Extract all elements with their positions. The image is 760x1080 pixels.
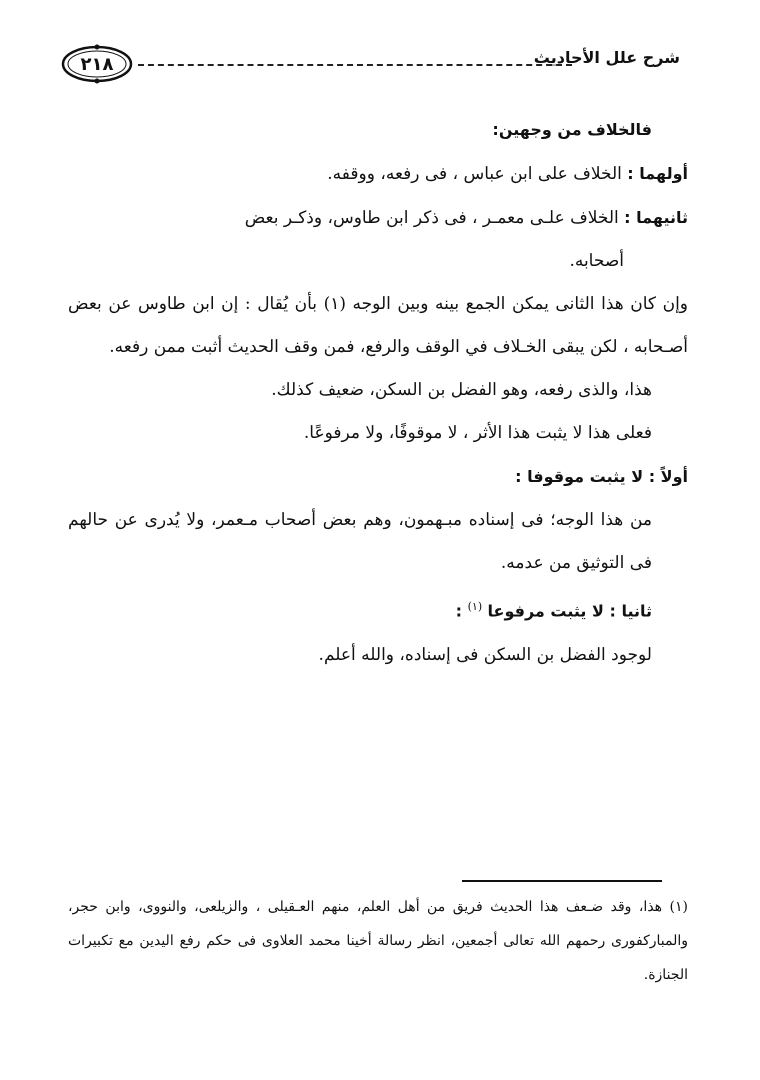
- intro-heading: فالخلاف من وجهين:: [492, 120, 652, 139]
- second-point-heading: ثانيا : لا يثبت مرفوعا $^{(١)}$ :: [455, 600, 652, 621]
- second-aspect: [68, 196, 688, 240]
- paragraph-2: هذا، والذى رفعه، وهو الفضل بن السكن، ضعيف كذلك.: [271, 380, 652, 400]
- paragraph-1: وإن كان هذا الثانى يمكن الجمع بينه وبين الوجه (١) بأن يُقال : إن ابن طاوس عن بعض أصـحابه ، لكن يبقى الخـلاف في الوقف والرفع، فمن وقف الحديث أثبت ممن رفعه.: [68, 294, 688, 357]
- page-header: [60, 40, 680, 88]
- footnote: [68, 890, 688, 992]
- first-point-heading: أولاً : لا يثبت موقوفا :: [515, 467, 688, 486]
- first-label: أولهما :: [627, 164, 688, 183]
- main-text: [68, 108, 688, 677]
- running-title: شرح علل الأحاديث: [533, 48, 680, 67]
- second-label: ثانيهما :: [624, 208, 688, 227]
- paragraph-3: فعلى هذا لا يثبت هذا الأثر ، لا موقوفًا، ولا مرفوعًا.: [303, 423, 652, 443]
- page-number: ٢١٨: [80, 53, 114, 75]
- first-text: الخلاف على ابن عباس ، فى رفعه، ووقفه.: [327, 164, 622, 184]
- footnote-separator: [462, 880, 662, 882]
- second-aspect-continued: أصحابه.: [569, 251, 624, 271]
- header-dashed-rule: [138, 64, 572, 66]
- first-point-text: من هذا الوجه؛ فى إسناده مبـهمون، وهم بعض أصحاب مـعمر، ولا يُدرى عن حالهم فى التوثيق من عدمه.: [68, 510, 652, 573]
- footnote-ref: (١): [467, 600, 483, 613]
- footnote-text: (١) هذا، وقد ضـعف هذا الحديث فريق من أهل العلم، منهم العـقيلى ، والزيلعى، والنووى، وابن حجر، والمباركفورى رحمهم الله تعالى أجمعين، انظر رسالة أخينا محمد العلاوى فى حكم رفع اليدين مع تكبيرات الجنازة.: [68, 899, 688, 983]
- first-aspect: [68, 152, 688, 196]
- second-point-text: لوجود الفضل بن السكن فى إسناده، والله أعلم.: [318, 644, 652, 665]
- second-text: الخلاف علـى معمـر ، فى ذكر ابن طاوس، وذكـر بعض: [244, 208, 619, 228]
